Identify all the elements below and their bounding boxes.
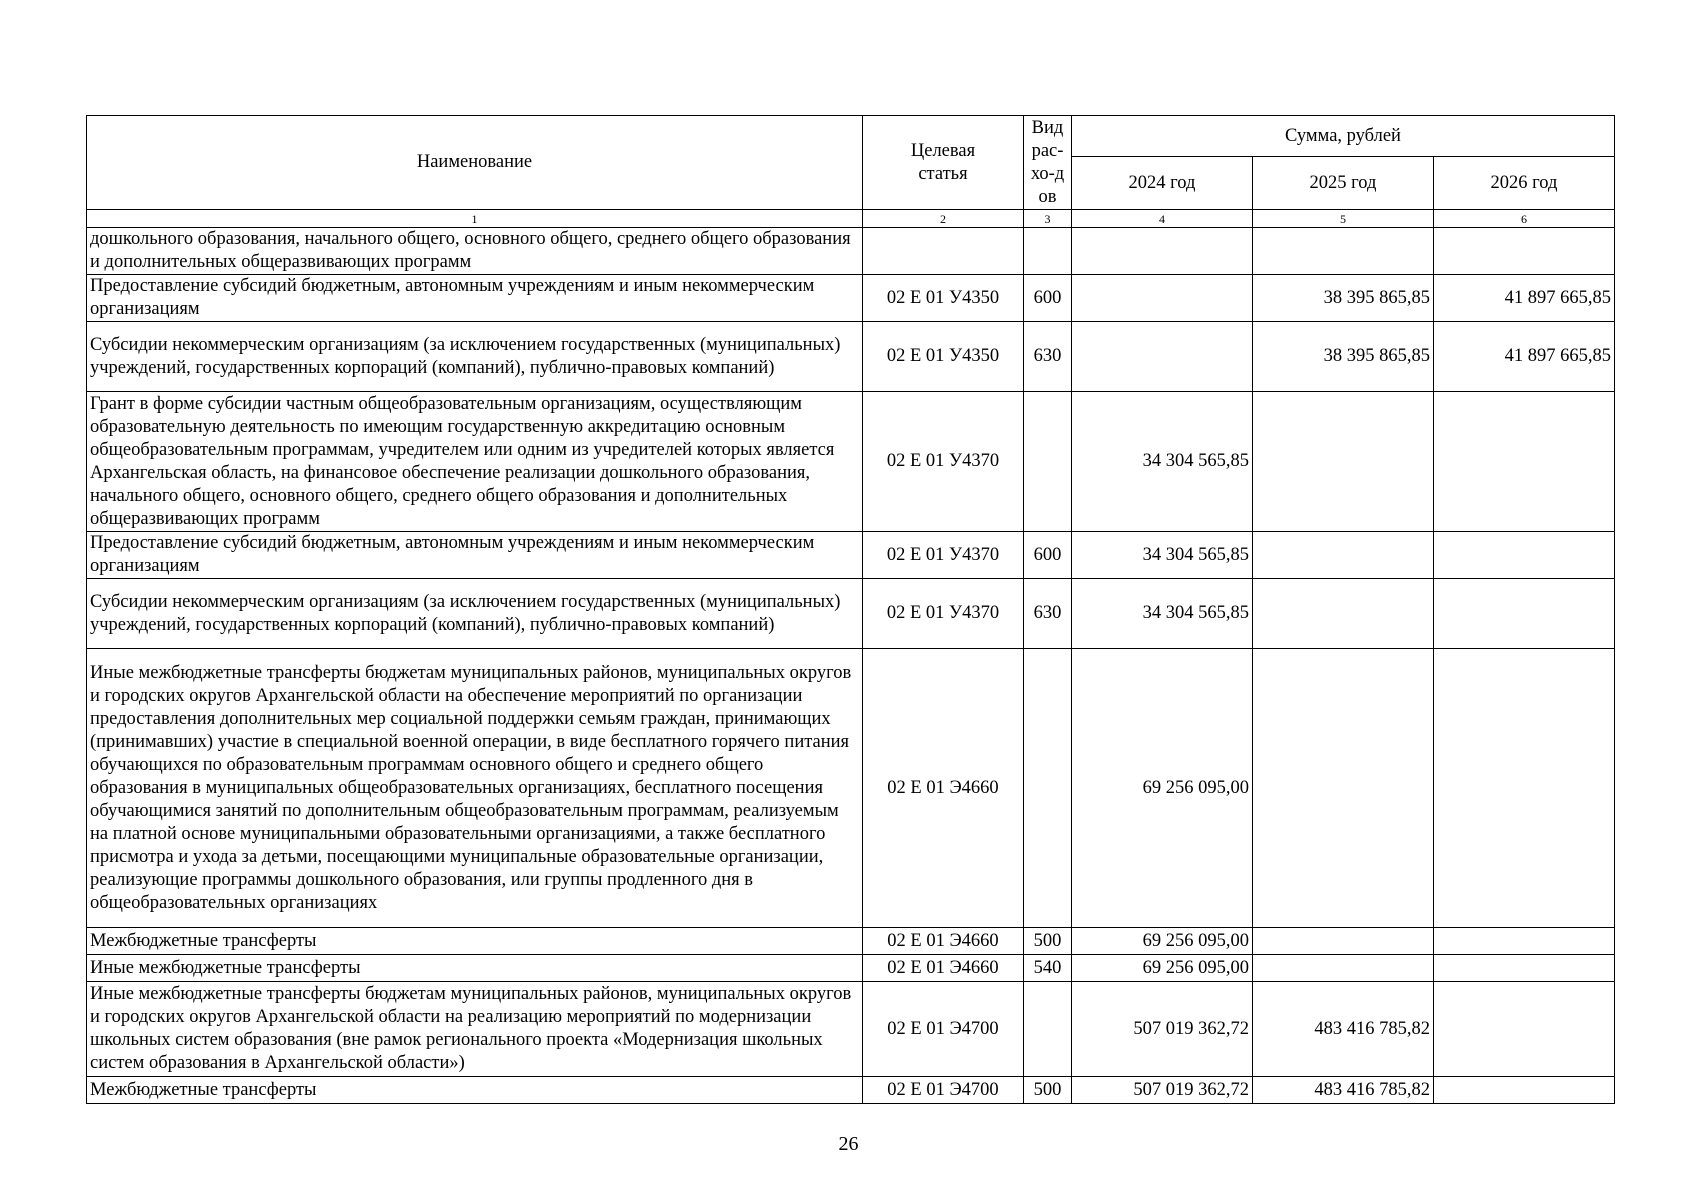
table-row: [87, 649, 1615, 928]
row-expense-kind: 630: [1024, 579, 1072, 649]
column-number: 4: [1072, 210, 1253, 228]
column-number: 1: [87, 210, 863, 228]
column-number: 5: [1253, 210, 1434, 228]
row-amount-2025: [1253, 928, 1434, 955]
column-number: 3: [1024, 210, 1072, 228]
row-name: Иные межбюджетные трансферты бюджетам муниципальных районов, муниципальных округов и городских округов Архангельской области на обеспечение мероприятий по организации предоставления дополнительных мер социальной поддержки семьям граждан, принимающих (принимавших) участие в специальной военной операции, в виде бесплатного горячего питания обучающихся по образовательным программам основного общего и среднего общего образования в муниципальных общеобразовательных организациях, бесплатного посещения обучающимися занятий по дополнительным общеобразовательным программам, реализуемым на платной основе муниципальными образовательными организациями, а также бесплатного присмотра и ухода за детьми, посещающими муниципальные образовательные организации, реализующие программы дошкольного образования, или группы продленного дня в общеобразовательных организациях: [87, 649, 863, 928]
row-expense-kind: 500: [1024, 928, 1072, 955]
row-amount-2024: 507 019 362,72: [1072, 982, 1253, 1077]
row-expense-kind: 630: [1024, 322, 1072, 392]
row-amount-2026: [1434, 649, 1615, 928]
row-target-article: 02 Е 01 У4370: [863, 579, 1024, 649]
row-target-article: 02 Е 01 Э4700: [863, 1077, 1024, 1104]
row-target-article: [863, 228, 1024, 275]
row-amount-2026: [1434, 579, 1615, 649]
row-name: Субсидии некоммерческим организациям (за исключением государственных (муниципальных) учреждений, государственных корпораций (компаний), публично-правовых компаний): [87, 579, 863, 649]
row-amount-2024: [1072, 228, 1253, 275]
row-amount-2025: [1253, 532, 1434, 579]
column-number: 6: [1434, 210, 1615, 228]
row-name: Иные межбюджетные трансферты бюджетам муниципальных районов, муниципальных округов и городских округов Архангельской области на реализацию мероприятий по модернизации школьных систем образования (вне рамок регионального проекта «Модернизация школьных систем образования в Архангельской области»): [87, 982, 863, 1077]
row-expense-kind: 600: [1024, 275, 1072, 322]
table-header: [87, 116, 1615, 228]
row-target-article: 02 Е 01 Э4660: [863, 649, 1024, 928]
row-amount-2025: 483 416 785,82: [1253, 1077, 1434, 1104]
row-expense-kind: 600: [1024, 532, 1072, 579]
row-name: Межбюджетные трансферты: [87, 928, 863, 955]
row-name: Межбюджетные трансферты: [87, 1077, 863, 1104]
table-row: [87, 532, 1615, 579]
row-amount-2024: 69 256 095,00: [1072, 955, 1253, 982]
row-expense-kind: [1024, 392, 1072, 532]
row-amount-2024: 507 019 362,72: [1072, 1077, 1253, 1104]
header-expense-kind: [1024, 116, 1072, 210]
table-row: [87, 982, 1615, 1077]
row-target-article: 02 Е 01 У4370: [863, 532, 1024, 579]
header-2025: 2025 год: [1253, 157, 1434, 210]
header-target-article: [863, 116, 1024, 210]
row-target-article: 02 Е 01 Э4660: [863, 928, 1024, 955]
row-name: Иные межбюджетные трансферты: [87, 955, 863, 982]
row-target-article: 02 Е 01 У4350: [863, 322, 1024, 392]
table-row: [87, 392, 1615, 532]
row-target-article: 02 Е 01 Э4660: [863, 955, 1024, 982]
row-amount-2024: 69 256 095,00: [1072, 928, 1253, 955]
row-target-article: 02 Е 01 Э4700: [863, 982, 1024, 1077]
row-expense-kind: [1024, 649, 1072, 928]
row-name: Грант в форме субсидии частным общеобразовательным организациям, осуществляющим образовательную деятельность по имеющим государственную аккредитацию основным общеобразовательным программам, учредителем или одним из учредителей которых является Архангельская область, на финансовое обеспечение реализации дошкольного образования, начального общего, основного общего, среднего общего образования и дополнительных общеразвивающих программ: [87, 392, 863, 532]
row-amount-2026: [1434, 228, 1615, 275]
row-amount-2026: [1434, 955, 1615, 982]
row-amount-2026: [1434, 392, 1615, 532]
row-name: дошкольного образования, начального общего, основного общего, среднего общего образования и дополнительных общеразвивающих программ: [87, 228, 863, 275]
table-row: [87, 928, 1615, 955]
table-row: [87, 228, 1615, 275]
header-name: Наименование: [87, 116, 863, 210]
column-number: 2: [863, 210, 1024, 228]
row-name: Субсидии некоммерческим организациям (за исключением государственных (муниципальных) учреждений, государственных корпораций (компаний), публично-правовых компаний): [87, 322, 863, 392]
table-row: [87, 955, 1615, 982]
row-name: Предоставление субсидий бюджетным, автономным учреждениям и иным некоммерческим организациям: [87, 532, 863, 579]
table-row: [87, 1077, 1615, 1104]
row-amount-2024: 69 256 095,00: [1072, 649, 1253, 928]
row-amount-2024: [1072, 275, 1253, 322]
row-expense-kind: [1024, 982, 1072, 1077]
row-amount-2024: 34 304 565,85: [1072, 392, 1253, 532]
table-row: [87, 322, 1615, 392]
row-target-article: 02 Е 01 У4370: [863, 392, 1024, 532]
row-name: Предоставление субсидий бюджетным, автономным учреждениям и иным некоммерческим организациям: [87, 275, 863, 322]
row-amount-2024: 34 304 565,85: [1072, 579, 1253, 649]
column-number-row: [87, 210, 1615, 228]
row-amount-2025: [1253, 579, 1434, 649]
row-amount-2025: [1253, 649, 1434, 928]
row-amount-2024: 34 304 565,85: [1072, 532, 1253, 579]
header-2024: 2024 год: [1072, 157, 1253, 210]
row-amount-2026: [1434, 928, 1615, 955]
page-number: 26: [838, 1133, 859, 1155]
row-amount-2024: [1072, 322, 1253, 392]
row-amount-2025: 38 395 865,85: [1253, 322, 1434, 392]
row-expense-kind: 500: [1024, 1077, 1072, 1104]
table-body: [87, 228, 1615, 1104]
header-2026: 2026 год: [1434, 157, 1615, 210]
row-amount-2026: [1434, 532, 1615, 579]
table-row: [87, 579, 1615, 649]
header-expense-kind-text: Вид рас-хо-дов: [1030, 117, 1065, 207]
header-target-article-text: Целевая статья: [910, 140, 976, 184]
budget-table: [86, 115, 1615, 1104]
row-amount-2025: [1253, 955, 1434, 982]
row-amount-2025: 38 395 865,85: [1253, 275, 1434, 322]
row-expense-kind: 540: [1024, 955, 1072, 982]
row-amount-2025: [1253, 392, 1434, 532]
row-target-article: 02 Е 01 У4350: [863, 275, 1024, 322]
row-amount-2025: [1253, 228, 1434, 275]
header-sum: Сумма, рублей: [1072, 116, 1615, 157]
row-expense-kind: [1024, 228, 1072, 275]
row-amount-2026: [1434, 982, 1615, 1077]
row-amount-2026: [1434, 1077, 1615, 1104]
table-row: [87, 275, 1615, 322]
row-amount-2026: 41 897 665,85: [1434, 322, 1615, 392]
row-amount-2026: 41 897 665,85: [1434, 275, 1615, 322]
row-amount-2025: 483 416 785,82: [1253, 982, 1434, 1077]
